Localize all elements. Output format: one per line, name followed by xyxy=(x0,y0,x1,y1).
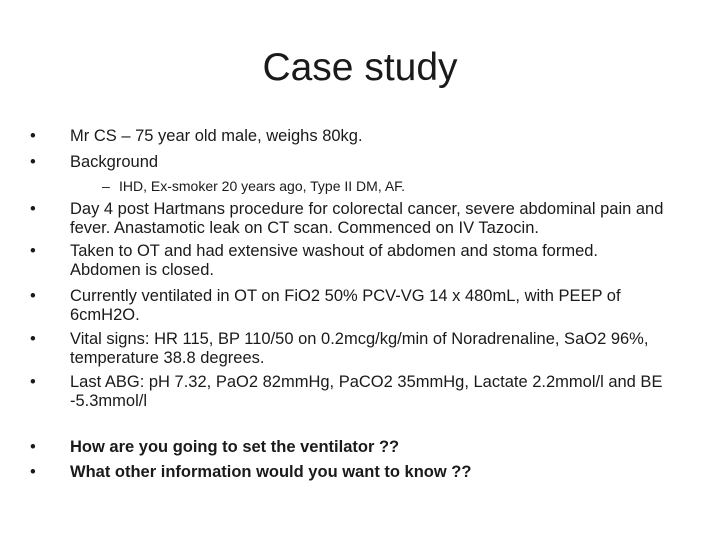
bullet-text: Background xyxy=(70,153,159,171)
bullet-icon: • xyxy=(30,330,36,348)
bullet-text: Last ABG: pH 7.32, PaO2 82mmHg, PaCO2 35mmHg, Lactate 2.2mmol/l and BE -5.3mmol/l xyxy=(70,373,663,410)
bullet-icon: • xyxy=(30,127,36,145)
bullet-text: Mr CS – 75 year old male, weighs 80kg. xyxy=(70,127,363,145)
bullet-icon: • xyxy=(30,200,36,218)
bullet-icon: • xyxy=(30,373,36,391)
bullet-text: Taken to OT and had extensive washout of abdomen and stoma formed. Abdomen is closed. xyxy=(70,242,599,279)
slide-title: Case study xyxy=(262,46,458,89)
bullet-text: How are you going to set the ventilator ?? xyxy=(70,438,400,456)
bullet-text: Currently ventilated in OT on FiO2 50% PCV-VG 14 x 480mL, with PEEP of 6cmH2O. xyxy=(70,287,621,324)
bullet-icon: • xyxy=(30,153,36,171)
bullet-icon: • xyxy=(30,438,36,456)
bullet-icon: • xyxy=(30,287,36,305)
bullet-text: What other information would you want to know ?? xyxy=(70,463,472,481)
bullet-text: Day 4 post Hartmans procedure for colorectal cancer, severe abdominal pain and fever. Anastamotic leak on CT scan. Commenced on IV Tazocin. xyxy=(70,200,664,237)
dash-icon: – xyxy=(102,178,110,194)
bullet-icon: • xyxy=(30,242,36,260)
bullet-icon: • xyxy=(30,463,36,481)
sub-bullet-text: IHD, Ex-smoker 20 years ago, Type II DM, AF. xyxy=(119,178,406,194)
bullet-text: Vital signs: HR 115, BP 110/50 on 0.2mcg/kg/min of Noradrenaline, SaO2 96%, temperature 38.8 degrees. xyxy=(70,330,649,367)
